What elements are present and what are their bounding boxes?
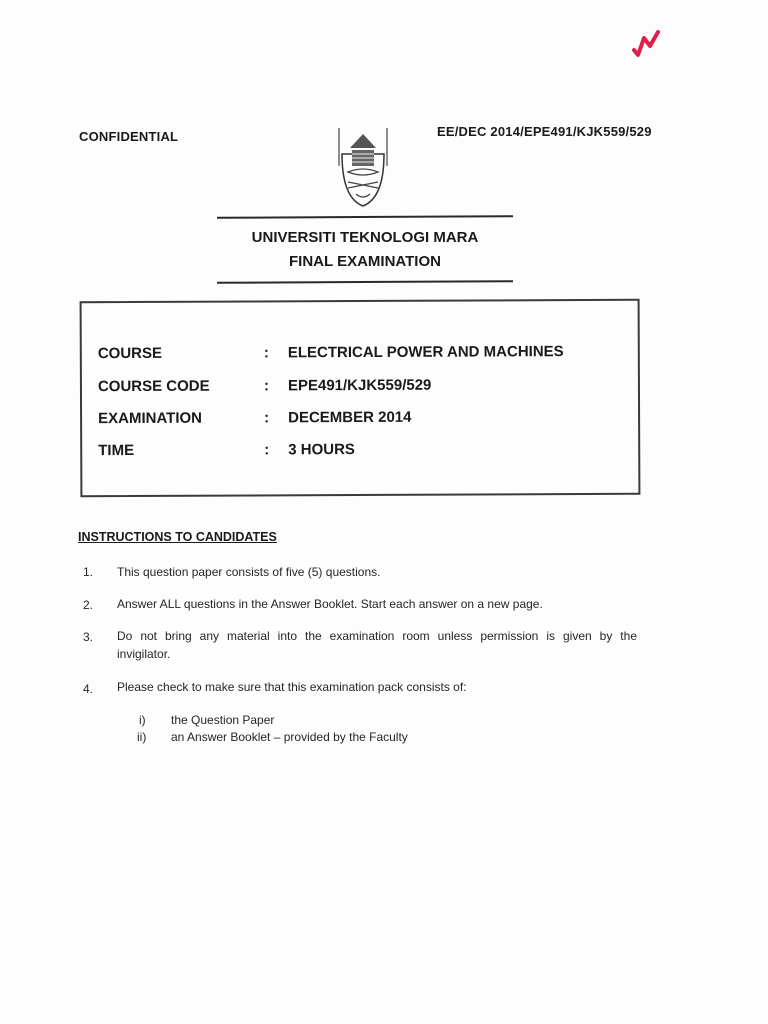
red-tick-mark-icon xyxy=(628,28,662,62)
examination-separator: : xyxy=(264,409,270,427)
university-name: UNIVERSITI TEKNOLOGI MARA xyxy=(251,229,479,246)
time-separator: : xyxy=(264,441,270,459)
sub-item-text: the Question Paper xyxy=(171,713,275,727)
sub-item-text: an Answer Booklet – provided by the Faculty xyxy=(171,730,408,744)
title-top-rule xyxy=(217,215,513,219)
instruction-number: 4. xyxy=(83,682,94,696)
course-code-row xyxy=(98,377,432,395)
examination-row xyxy=(98,409,411,427)
time-row xyxy=(98,441,355,459)
confidential-label: CONFIDENTIAL xyxy=(79,129,179,144)
course-code-value: EPE491/KJK559/529 xyxy=(287,376,432,395)
instruction-text: Answer ALL questions in the Answer Booklet. Start each answer on a new page. xyxy=(117,597,543,611)
title-bottom-rule xyxy=(217,280,513,284)
instruction-text: This question paper consists of five (5) questions. xyxy=(117,565,381,579)
instruction-number: 1. xyxy=(83,565,94,579)
course-label: COURSE xyxy=(97,344,163,363)
examination-value: DECEMBER 2014 xyxy=(288,408,412,427)
course-separator: : xyxy=(263,344,269,362)
time-label: TIME xyxy=(98,441,135,460)
sub-item-number: ii) xyxy=(137,730,147,744)
course-value: ELECTRICAL POWER AND MACHINES xyxy=(287,343,564,362)
instruction-text: Please check to make sure that this examination pack consists of: xyxy=(117,680,467,694)
instruction-text-continued: invigilator. xyxy=(117,647,171,661)
course-row xyxy=(98,343,564,362)
examination-label: EXAMINATION xyxy=(98,409,203,428)
sub-item-number: i) xyxy=(139,713,146,727)
instruction-number: 3. xyxy=(83,630,94,644)
instruction-number: 2. xyxy=(83,598,94,612)
paper-code-header: EE/DEC 2014/EPE491/KJK559/529 xyxy=(437,124,652,139)
course-info-box xyxy=(80,299,641,497)
course-code-separator: : xyxy=(263,377,269,395)
time-value: 3 HOURS xyxy=(288,441,355,459)
instruction-text: Do not bring any material into the examination room unless permission is given by the xyxy=(117,629,637,643)
course-code-label: COURSE CODE xyxy=(97,377,210,396)
instructions-heading: INSTRUCTIONS TO CANDIDATES xyxy=(78,530,277,544)
university-crest-logo xyxy=(334,126,392,208)
exam-title: FINAL EXAMINATION xyxy=(289,253,441,270)
